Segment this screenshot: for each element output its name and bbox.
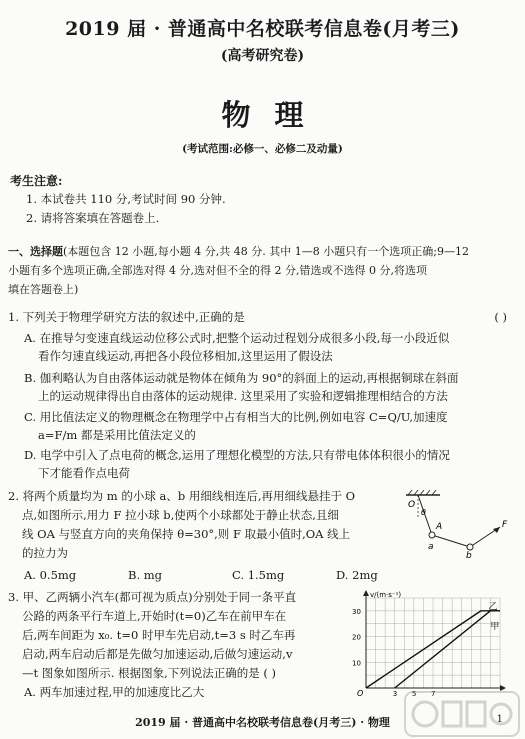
q3-option-a: A. 两车加速过程,甲的加速度比乙大	[24, 685, 205, 699]
q2-options	[24, 566, 404, 584]
q2-option-d: D. 2mg	[336, 568, 378, 582]
exam-scope: (考试范围:必修一、必修二及动量)	[182, 143, 343, 155]
q1-option-b: B. 伽利略认为自由落体运动就是物体在倾角为 90°的斜面上的运动,再根据铜球在斜面	[24, 371, 459, 385]
section-heading	[8, 242, 513, 299]
q1-option-b-cont: 上的运动规律得出自由落体的运动规律. 这里采用了实验和逻辑推理相结合的方法	[38, 389, 448, 403]
fig-label-a: a	[428, 542, 434, 552]
question-3-stem-cont: 启动,两车启动后都是先做匀加速运动,后做匀速运动,v	[22, 647, 293, 661]
q1-option-d-cont: 下才能看作点电荷	[38, 466, 130, 480]
notice-item: 1. 本试卷共 110 分,考试时间 90 分钟.	[26, 192, 226, 206]
fig-label-o: O	[408, 500, 416, 510]
tick-labels	[352, 608, 435, 698]
section-intro: (本题包含 12 小题,每小题 4 分,共 48 分. 其中 1—8 小题只有一个选项正确;9—12	[63, 245, 469, 258]
series-label-yi: 乙	[488, 602, 498, 613]
question-3-stem-cont: 后,两车间距为 x₀. t=0 时甲车先启动,t=3 s 时乙车再	[22, 628, 296, 642]
section-intro: 小题有多个选项正确,全部选对得 4 分,选对但不全的得 2 分,错选或不选得 0 分,将选项	[8, 264, 427, 277]
q1-option-a-cont: 看作匀速直线运动,再把各小段位移相加,这里运用了假设法	[38, 349, 333, 363]
y-tick-label: 10	[352, 659, 361, 668]
fig-label-b: b	[466, 551, 472, 559]
question-1-stem: 1. 下列关于物理学研究方法的叙述中,正确的是	[8, 310, 245, 324]
question-3-stem-cont: —t 图象如图所示. 根据图象,下列说法正确的是 ( )	[22, 666, 277, 680]
question-2-stem-cont: 点,如图所示,用力 F 拉小球 b,使两个小球都处于静止状态,且细	[22, 508, 339, 522]
q1-option-d: D. 电学中引入了点电荷的概念,运用了理想化模型的方法,只有带电体体积很小的情况	[24, 448, 450, 462]
question-2-stem: 2. 将两个质量均为 m 的小球 a、b 用细线相连后,再用细线悬挂于 O	[8, 489, 356, 503]
exam-subtitle: (高考研究卷)	[220, 48, 305, 64]
question-2-stem-cont: 的拉力为	[22, 546, 68, 560]
answer-paren: ( )	[494, 310, 507, 324]
q2-option-a: A. 0.5mg	[24, 568, 77, 582]
question-2-stem-cont: 线 OA 与竖直方向的夹角保持 θ=30°,则 F 取最小值时,OA 线上	[22, 527, 351, 541]
section-intro: 填在答题卷上)	[8, 283, 79, 296]
page-footer: 2019 届 · 普通高中名校联考信息卷(月考三) · 物理	[135, 716, 390, 729]
x-tick-label: 5	[411, 690, 417, 698]
q3-vt-graph	[348, 588, 508, 698]
y-tick-label: 20	[352, 633, 361, 642]
series-label-jia: 甲	[490, 621, 500, 632]
fig-label-a-upper: A	[436, 522, 443, 532]
x-tick-label: 7	[431, 690, 436, 698]
exam-title: 2019 届 · 普通高中名校联考信息卷(月考三)	[65, 18, 460, 40]
y-tick-label: 30	[352, 607, 361, 616]
notice-heading: 考生注意:	[10, 174, 63, 188]
origin-label: O	[357, 689, 364, 698]
y-axis-label: v/(m·s⁻¹)	[370, 591, 402, 599]
ball-a	[429, 532, 435, 538]
question-3-stem: 3. 甲、乙两辆小汽车(都可视为质点)分别处于同一条平直	[8, 590, 297, 604]
question-3-stem-cont: 公路的两条平行车道上,开始时(t=0)乙车在前甲车在	[22, 609, 287, 623]
q1-option-c-cont: a=F/m 都是采用比值法定义的	[38, 428, 196, 442]
ball-b	[467, 544, 473, 550]
q2-option-c: C. 1.5mg	[232, 568, 285, 582]
x-tick-label: 3	[392, 690, 398, 698]
notice-item: 2. 请将答案填在答题卷上.	[26, 211, 160, 225]
q2-figure	[400, 487, 518, 559]
q2-option-b: B. mg	[128, 568, 163, 582]
subject-title: 物理	[221, 98, 328, 132]
page-number: 1	[496, 714, 503, 725]
watermark-logo	[403, 690, 521, 738]
q1-option-a: A. 在推导匀变速直线运动位移公式时,把整个运动过程划分成很多小段,每一小段近似	[24, 331, 450, 345]
fig-label-f: F	[502, 520, 508, 530]
section-label: 一、选择题	[8, 245, 63, 258]
fig-label-theta: θ	[421, 508, 426, 517]
q1-option-c: C. 用比值法定义的物理概念在物理学中占有相当大的比例,例如电容 C=Q/U,加速度	[24, 410, 448, 424]
